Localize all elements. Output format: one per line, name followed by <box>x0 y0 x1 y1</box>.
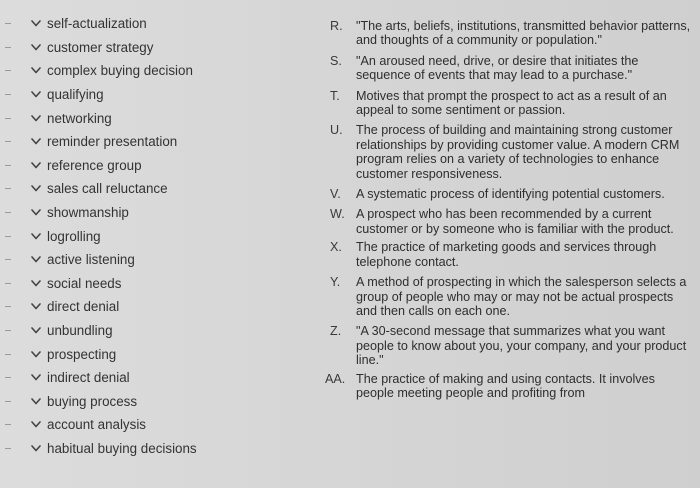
answer-select[interactable] <box>3 179 25 198</box>
answer-select[interactable] <box>3 227 25 246</box>
chevron-down-icon[interactable] <box>31 137 41 147</box>
empty-answer-dash <box>5 141 11 142</box>
empty-answer-dash <box>5 94 11 95</box>
term-label: indirect denial <box>47 370 130 386</box>
chevron-down-icon[interactable] <box>31 278 41 288</box>
answer-select[interactable] <box>3 109 25 128</box>
definition-text: "The arts, beliefs, institutions, transmitted behavior patterns, and thoughts of a community or population." <box>356 19 691 48</box>
chevron-down-icon[interactable] <box>31 66 41 76</box>
answer-select[interactable] <box>3 38 25 57</box>
definition-letter: Z. <box>330 324 342 339</box>
empty-answer-dash <box>5 448 11 449</box>
term-label: showmanship <box>47 205 129 221</box>
chevron-down-icon[interactable] <box>31 208 41 218</box>
empty-answer-dash <box>5 330 11 331</box>
definition-text: Motives that prompt the prospect to act as a result of an appeal to some sentiment or passion. <box>356 88 667 118</box>
definition-text: A prospect who has been recommended by a current customer or by someone who is familiar with the product. <box>356 207 674 236</box>
empty-answer-dash <box>5 118 11 119</box>
definition-item <box>322 54 692 83</box>
definition-letter: U. <box>330 123 343 138</box>
definition-letter: W. <box>330 207 345 222</box>
term-row <box>0 36 310 60</box>
term-row <box>0 106 310 130</box>
term-row <box>0 248 310 272</box>
chevron-down-icon[interactable] <box>31 184 41 194</box>
chevron-down-icon[interactable] <box>31 349 41 359</box>
empty-answer-dash <box>5 47 11 48</box>
term-row <box>0 177 310 201</box>
chevron-down-icon[interactable] <box>31 231 41 241</box>
term-label: social needs <box>47 275 122 291</box>
answer-select[interactable] <box>3 132 25 151</box>
chevron-down-icon[interactable] <box>31 19 41 29</box>
term-label: customer strategy <box>47 39 154 55</box>
definition-text: "An aroused need, drive, or desire that initiates the sequence of events that may lead to a purchase." <box>356 53 639 83</box>
empty-answer-dash <box>5 236 11 237</box>
chevron-down-icon[interactable] <box>31 160 41 170</box>
empty-answer-dash <box>5 212 11 213</box>
chevron-down-icon[interactable] <box>31 90 41 100</box>
term-label: networking <box>47 110 112 126</box>
definition-item <box>322 207 692 236</box>
definition-letter: V. <box>330 187 341 202</box>
empty-answer-dash <box>5 306 11 307</box>
empty-answer-dash <box>5 188 11 189</box>
answer-select[interactable] <box>3 297 25 316</box>
term-row <box>0 272 310 296</box>
term-label: buying process <box>47 393 138 409</box>
term-row <box>0 154 310 178</box>
term-row <box>0 224 310 248</box>
chevron-down-icon[interactable] <box>31 113 41 123</box>
definition-letter: R. <box>330 19 343 33</box>
term-row <box>0 201 310 225</box>
definition-item <box>322 19 692 48</box>
empty-answer-dash <box>5 165 11 166</box>
definition-letter: Y. <box>330 275 341 290</box>
term-label: active listening <box>47 252 135 268</box>
chevron-down-icon[interactable] <box>31 373 41 383</box>
definition-item <box>322 187 692 201</box>
term-label: qualifying <box>47 87 104 103</box>
term-row <box>0 319 310 343</box>
term-row <box>0 59 310 83</box>
definition-item <box>322 324 692 367</box>
definition-letter: X. <box>330 240 342 255</box>
answer-select[interactable] <box>3 274 25 293</box>
term-row <box>0 366 310 390</box>
term-label: direct denial <box>47 299 120 315</box>
answer-select[interactable] <box>3 368 25 387</box>
term-label: account analysis <box>47 417 146 433</box>
definition-text: A method of prospecting in which the salesperson selects a group of people who may or may not be actual prospects and then calls on each one. <box>356 275 687 318</box>
answer-select[interactable] <box>3 439 25 458</box>
answer-select[interactable] <box>3 392 25 411</box>
answer-select[interactable] <box>3 85 25 104</box>
answer-select[interactable] <box>3 345 25 364</box>
definition-text: A systematic process of identifying potential customers. <box>356 187 665 202</box>
chevron-down-icon[interactable] <box>31 42 41 52</box>
empty-answer-dash <box>5 259 11 260</box>
answer-select[interactable] <box>3 156 25 175</box>
empty-answer-dash <box>5 354 11 355</box>
term-label: prospecting <box>47 346 117 362</box>
empty-answer-dash <box>5 70 11 71</box>
term-row <box>0 12 310 36</box>
term-row <box>0 130 310 154</box>
answer-select[interactable] <box>3 61 25 80</box>
term-row <box>0 413 310 437</box>
term-row <box>0 83 310 107</box>
term-label: unbundling <box>47 323 113 339</box>
chevron-down-icon[interactable] <box>31 420 41 430</box>
definition-text: The process of building and maintaining strong customer relationships by providing customer value. A modern CRM program relies on a variety of technologies to enhance customer responsiveness. <box>356 123 680 181</box>
definition-letter: S. <box>330 53 342 68</box>
chevron-down-icon[interactable] <box>31 443 41 453</box>
definition-text: "A 30-second message that summarizes what you want people to know about you, your company, and your product line." <box>356 324 687 368</box>
answer-select[interactable] <box>3 250 25 269</box>
empty-answer-dash <box>5 377 11 378</box>
term-label: sales call reluctance <box>47 181 168 197</box>
term-row <box>0 295 310 319</box>
definition-item <box>322 372 692 401</box>
definition-letter: T. <box>330 88 340 103</box>
answer-select[interactable] <box>3 14 25 33</box>
definition-text: The practice of marketing goods and services through telephone contact. <box>356 240 657 269</box>
definition-item <box>322 123 692 181</box>
empty-answer-dash <box>5 424 11 425</box>
chevron-down-icon[interactable] <box>31 396 41 406</box>
term-label: complex buying decision <box>47 63 193 79</box>
chevron-down-icon[interactable] <box>31 255 41 265</box>
definition-item <box>322 240 692 269</box>
answer-select[interactable] <box>3 321 25 340</box>
term-label: reminder presentation <box>47 134 178 150</box>
chevron-down-icon[interactable] <box>31 326 41 336</box>
term-row <box>0 390 310 414</box>
definitions-list <box>322 19 692 400</box>
term-label: reference group <box>47 157 142 173</box>
terms-list <box>0 12 310 460</box>
empty-answer-dash <box>5 23 11 24</box>
term-row <box>0 342 310 366</box>
term-label: habitual buying decisions <box>47 440 197 456</box>
term-label: self-actualization <box>47 16 147 32</box>
empty-answer-dash <box>5 401 11 402</box>
definition-letter: AA. <box>325 371 346 386</box>
answer-select[interactable] <box>3 203 25 222</box>
empty-answer-dash <box>5 283 11 284</box>
chevron-down-icon[interactable] <box>31 302 41 312</box>
answer-select[interactable] <box>3 415 25 434</box>
term-label: logrolling <box>47 228 101 244</box>
term-row <box>0 437 310 461</box>
definition-item <box>322 89 692 118</box>
definition-text: The practice of making and using contacts. It involves people meeting people and profiting from <box>356 371 655 400</box>
definition-item <box>322 275 692 318</box>
